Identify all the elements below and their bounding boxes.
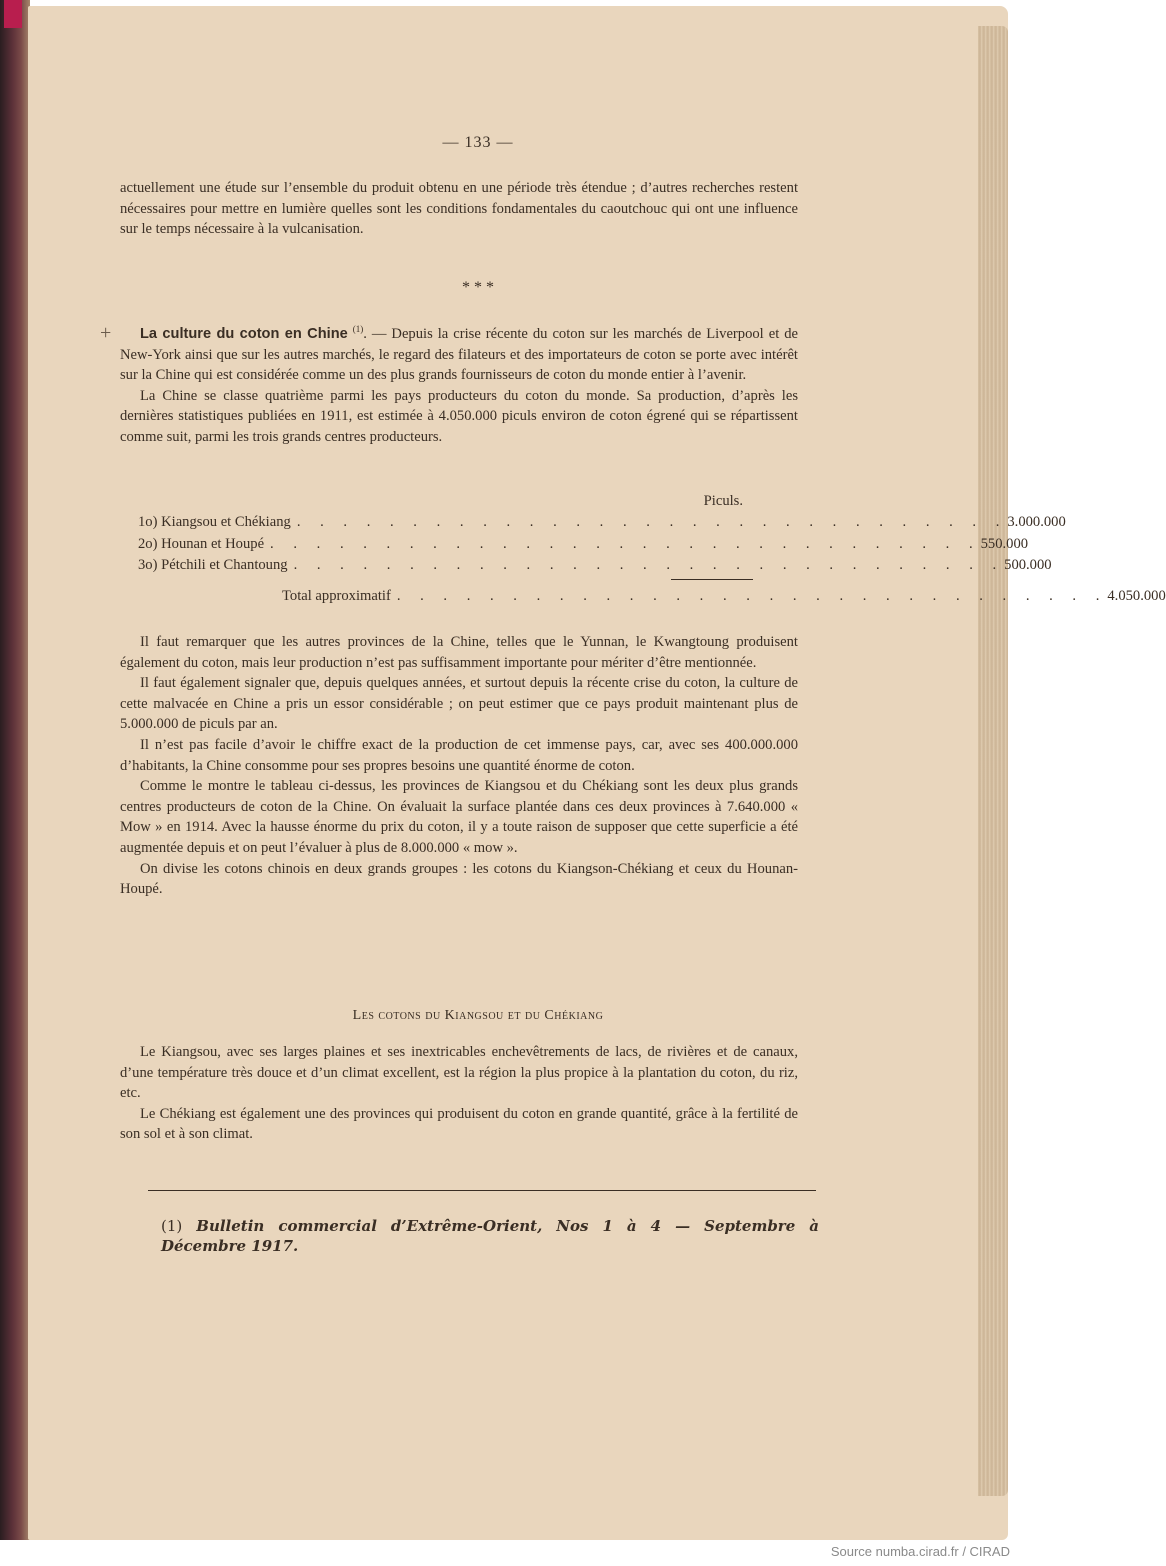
section-separator: * * * <box>462 279 494 296</box>
footnote <box>161 1216 819 1256</box>
page-number: — 133 — <box>442 134 514 151</box>
total-rule <box>671 579 753 580</box>
table-unit-header: Piculs. <box>703 493 743 509</box>
row-value: 550.000 <box>980 535 1029 552</box>
row-label: 1o) Kiangsou et Chékiang <box>138 514 291 530</box>
footnote-rule <box>148 1190 816 1191</box>
row-value: 500.000 <box>1004 557 1052 573</box>
total-value: 4.050.000 <box>1107 587 1166 604</box>
body-paragraph: Il n’est pas facile d’avoir le chiffre exact de la production de cet immense pays, car, avec ses 400.000.000 d’habitants, la Chine consomme pour ses propres besoins une quantité énorme de coton. <box>120 736 798 774</box>
page-edges <box>978 26 1008 1496</box>
row-value: 3.000.000 <box>1007 514 1066 530</box>
article-paragraph-2: La Chine se classe quatrième parmi les pays producteurs du coton du monde. Sa production, d’après les dernières statistiques publiées en 1911, est estimée à 4.050.000 piculs environ de coton égrené qui se répartissent comme suit, parmi les trois grands centres producteurs. <box>120 387 798 445</box>
book-binding <box>0 0 30 1540</box>
table-row <box>138 555 1052 577</box>
intro-text: actuellement une étude sur l’ensemble du produit obtenu en une période très étendue ; d’autres recherches restent nécessaires pour mettre en lumière quelles sont les conditions fondamentales du caoutchouc qui ont une influence sur le temps nécessaire à la vulcanisation. <box>120 180 798 238</box>
ribbon-marker <box>4 0 22 28</box>
leader-dots: . . . . . . . . . . . . . . . . . . . . . . . . . . . . . . . <box>270 535 981 552</box>
footnote-ref: (1) <box>352 324 364 335</box>
section-paragraph: Le Kiangsou, avec ses larges plaines et ses inextricables enchevêtrements de lacs, de rivières et de canaux, d’une température très douce et d’un climat excellent, est la région la plus propice à la plantation du coton, du riz, etc. <box>120 1044 798 1102</box>
body-paragraph: Il faut également signaler que, depuis quelques années, et surtout depuis la récente crise du coton, la culture de cette malvacée en Chine a pris un essor considérable ; on peut estimer que ce pays produit maintenant plus de 5.000.000 de piculs par an. <box>120 675 798 733</box>
body-paragraphs <box>120 632 798 900</box>
leader-dots: . . . . . . . . . . . . . . . . . . . . . . . . . . . . . . . <box>293 557 1005 573</box>
article-title: La culture du coton en Chine <box>140 326 348 342</box>
section-title: Les cotons du Kiangsou et du Chékiang <box>352 1008 604 1023</box>
leader-dots: . . . . . . . . . . . . . . . . . . . . . . . . . . . . . . . <box>296 514 1008 530</box>
scanned-page <box>28 6 1166 1540</box>
handwritten-mark: + <box>100 322 112 344</box>
article-lead-text: . — Depuis la crise récente du coton sur les marchés de Liverpool et de New-York ainsi que sur les autres marchés, le regard des filateurs et des importateurs de coton se porte avec intérêt sur la Chine qui est considérée comme un des plus grands fournisseurs de coton du monde entier à l’avenir. <box>120 326 799 384</box>
article-block <box>120 324 798 448</box>
source-credit: Source numba.cirad.fr / CIRAD <box>830 1544 1010 1559</box>
footnote-mark: (1) <box>161 1217 183 1235</box>
table-row <box>138 534 1029 556</box>
section-paragraphs <box>120 1042 798 1145</box>
table-total-row <box>138 586 1166 608</box>
leader-dots: . . . . . . . . . . . . . . . . . . . . . . . . . . . . . . . <box>396 587 1108 604</box>
footnote-text: Bulletin commercial d’Extrême-Orient, Nos 1 à 4 — Septembre à Décembre 1917. <box>161 1217 819 1255</box>
article-lead-paragraph <box>120 324 798 386</box>
total-label: Total approximatif <box>282 587 391 604</box>
production-table <box>138 490 1166 607</box>
body-paragraph: Il faut remarquer que les autres provinces de la Chine, telles que le Yunnan, le Kwangtoung produisent également du coton, mais leur production n’est pas suffisamment importante pour mériter d’être mentionnée. <box>120 634 798 671</box>
row-label: 3o) Pétchili et Chantoung <box>138 557 288 573</box>
body-paragraph: On divise les cotons chinois en deux grands groupes : les cotons du Kiangson-Chékiang et ceux du Hounan-Houpé. <box>120 860 798 898</box>
intro-paragraph <box>120 178 798 240</box>
row-label: 2o) Hounan et Houpé <box>138 535 265 552</box>
table-row <box>138 512 1066 534</box>
body-paragraph: Comme le montre le tableau ci-dessus, les provinces de Kiangsou et du Chékiang sont les deux plus grands centres producteurs de coton de la Chine. On évaluait la surface plantée dans ces deux provinces à 7.640.000 « Mow » en 1914. Avec la hausse énorme du prix du coton, il y a toute raison de supposer que cette superficie a été augmentée depuis et on peut l’évaluer à plus de 8.000.000 « mow ». <box>120 778 798 856</box>
section-paragraph: Le Chékiang est également une des provinces qui produisent du coton en grande quantité, grâce à la fertilité de son sol et à son climat. <box>120 1105 798 1143</box>
